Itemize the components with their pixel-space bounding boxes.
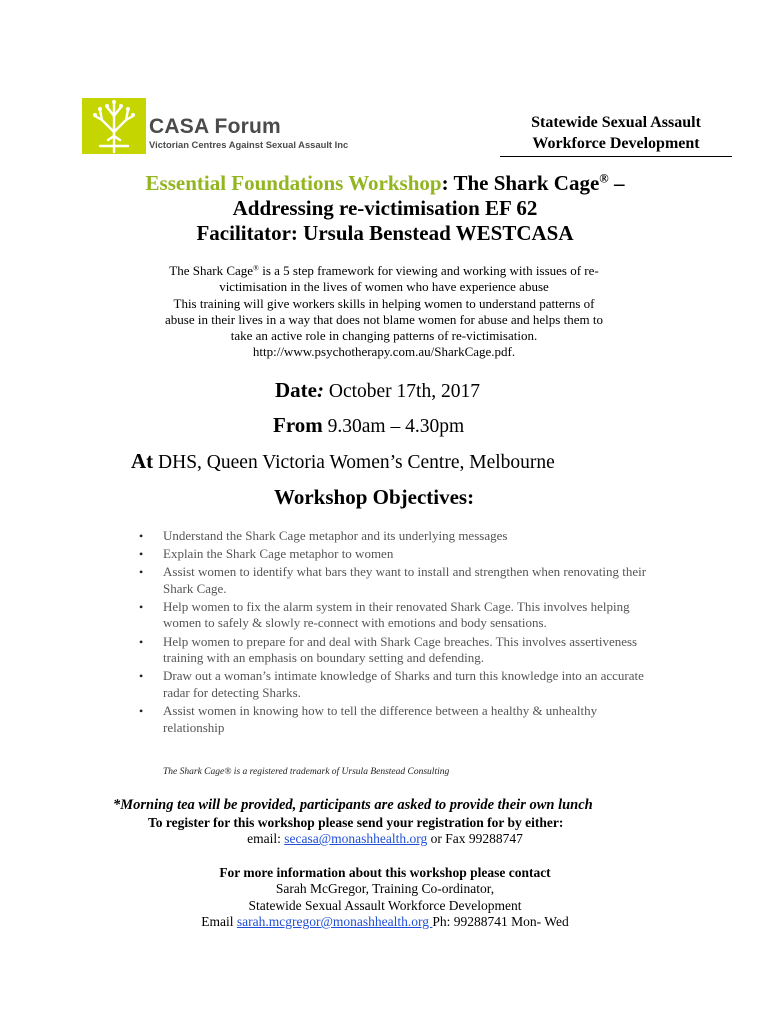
- intro-line-1: [100, 263, 668, 279]
- title-dash: –: [608, 171, 625, 195]
- venue-label: At: [131, 449, 154, 473]
- logo-title: CASA Forum: [149, 115, 281, 138]
- workshop-topic: : The Shark Cage: [441, 171, 600, 195]
- intro-paragraph: [100, 263, 668, 361]
- registration-instructions: To register for this workshop please send your registration for by either:: [148, 815, 564, 830]
- intro-text: The Shark Cage: [169, 263, 254, 278]
- org-line-1: Statewide Sexual Assault: [531, 114, 701, 131]
- org-line-2: Workforce Development: [532, 135, 700, 152]
- intro-line-4: abuse in their lives in a way that does not blame women for abuse and helps them to: [165, 311, 603, 327]
- list-item: • Assist women to identify what bars they want to install and strengthen when renovating their Shark Cage.: [134, 564, 654, 597]
- workshop-venue: [131, 449, 555, 475]
- registered-mark: ®: [599, 171, 609, 186]
- list-item: • Help women to fix the alarm system in their renovated Shark Cage. This involves helping women to safely & slowly re-connect with emotions and body sensations.: [134, 599, 654, 632]
- intro-line-3: This training will give workers skills in helping women to understand patterns of: [173, 295, 595, 311]
- facilitator: Facilitator: Ursula Benstead WESTCASA: [196, 221, 574, 245]
- casa-forum-logo: [82, 98, 402, 156]
- objectives-list: [134, 528, 654, 738]
- intro-line-2: victimisation in the lives of women who have experience abuse: [219, 279, 549, 295]
- registration-email-link[interactable]: secasa@monashhealth.org: [284, 831, 428, 846]
- list-item: • Understand the Shark Cage metaphor and its underlying messages: [134, 528, 654, 545]
- list-item: • Help women to prepare for and deal with Shark Cage breaches. This involves assertiveness training with an emphasis on boundary setting and defending.: [134, 634, 654, 667]
- date-colon: :: [316, 378, 324, 402]
- date-value: October 17th, 2017: [323, 381, 480, 402]
- registration-contact: [80, 831, 690, 847]
- fax-text: or Fax 99288747: [427, 831, 523, 846]
- lunch-notice: *Morning tea will be provided, participants are asked to provide their own lunch: [113, 797, 593, 813]
- workshop-time: [273, 413, 464, 439]
- intro-text: is a 5 step framework for viewing and working with issues of re-: [258, 263, 599, 278]
- contact-department: Statewide Sexual Assault Workforce Development: [248, 898, 522, 913]
- contact-phone: Ph: 99288741 Mon- Wed: [432, 914, 569, 929]
- objectives-heading: Workshop Objectives:: [274, 485, 475, 509]
- contact-name: Sarah McGregor, Training Co-ordinator,: [275, 881, 495, 896]
- title-line-2: Addressing re-victimisation EF 62: [232, 196, 538, 220]
- list-item: • Draw out a woman’s intimate knowledge of Sharks and turn this knowledge into an accurate radar for detecting Sharks.: [134, 668, 654, 701]
- contact-email-link[interactable]: sarah.mcgregor@monashhealth.org: [236, 914, 433, 929]
- list-item: • Assist women in knowing how to tell the difference between a healthy & unhealthy relationship: [134, 703, 654, 736]
- contact-details: [80, 914, 690, 930]
- time-value: 9.30am – 4.30pm: [322, 416, 465, 437]
- intro-line-5: take an active role in changing patterns of re-victimisation.: [230, 328, 538, 344]
- venue-value: DHS, Queen Victoria Women’s Centre, Melbourne: [153, 452, 555, 473]
- workshop-series-name: Essential Foundations Workshop: [145, 171, 442, 195]
- email-label: email:: [247, 831, 285, 846]
- tree-logo-icon: [82, 98, 146, 154]
- workshop-date: [275, 378, 480, 404]
- registered-mark: ®: [253, 263, 259, 273]
- title-line-1: [60, 171, 710, 196]
- date-label: Date: [275, 378, 317, 402]
- time-label: From: [273, 413, 323, 437]
- intro-url: http://www.psychotherapy.com.au/SharkCage.pdf.: [252, 344, 516, 360]
- trademark-notice: The Shark Cage® is a registered trademark of Ursula Benstead Consulting: [163, 767, 450, 777]
- logo-subtitle: Victorian Centres Against Sexual Assault Inc: [149, 139, 349, 150]
- workshop-title: [60, 171, 710, 246]
- list-item: • Explain the Shark Cage metaphor to women: [134, 546, 654, 563]
- org-name: [500, 112, 732, 157]
- more-info-heading: For more information about this workshop please contact: [219, 865, 551, 880]
- contact-email-label: Email: [201, 914, 237, 929]
